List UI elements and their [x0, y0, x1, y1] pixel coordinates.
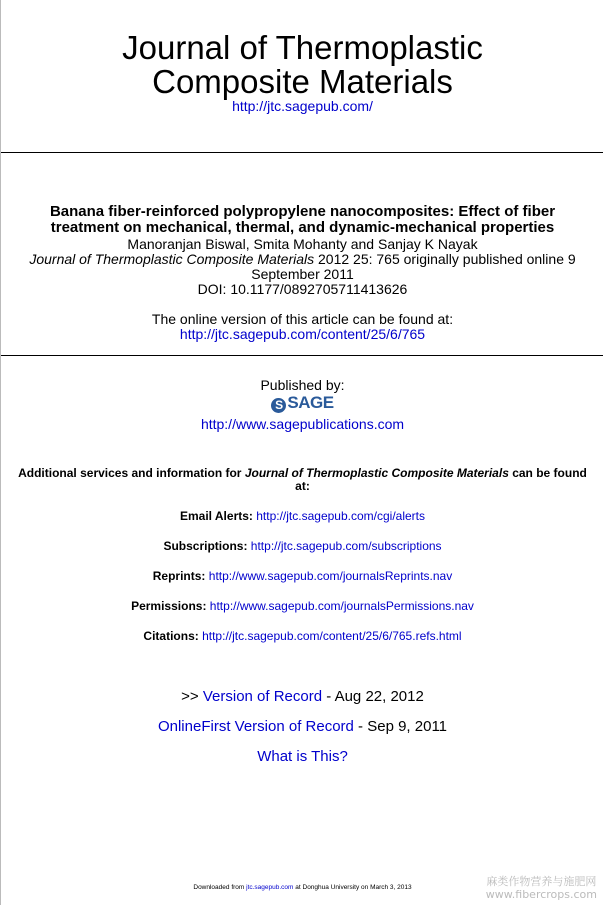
published-by-label: Published by:: [260, 377, 345, 393]
journal-title-line1: Journal of Thermoplastic: [122, 29, 483, 66]
article-title-line1: Banana fiber-reinforced polypropylene nanocomposites: Effect of fiber: [49, 203, 556, 220]
footer-link[interactable]: jtc.sagepub.com: [246, 884, 294, 891]
subscriptions-link[interactable]: http://jtc.sagepub.com/subscriptions: [250, 539, 442, 553]
doi: DOI: 10.1177/0892705711413626: [197, 281, 408, 297]
online-first-version: OnlineFirst Version of Record - Sep 9, 2011: [157, 718, 448, 735]
reprints-link[interactable]: http://www.sagepub.com/journalsReprints.nav: [208, 569, 453, 583]
journal-title-line2: Composite Materials: [152, 63, 453, 100]
permissions-link[interactable]: http://www.sagepub.com/journalsPermissions.nav: [209, 599, 474, 613]
citation-details: 2012 25: 765 originally published online 9: [314, 251, 576, 267]
citations-link[interactable]: http://jtc.sagepub.com/content/25/6/765.refs.html: [202, 629, 462, 643]
services-intro-line2: at:: [295, 479, 310, 493]
email-alerts-link[interactable]: http://jtc.sagepub.com/cgi/alerts: [256, 509, 425, 523]
divider: [1, 355, 603, 356]
online-first-link[interactable]: OnlineFirst Version of Record: [157, 718, 354, 735]
divider: [1, 152, 603, 153]
article-title-line2: treatment on mechanical, thermal, and dynamic-mechanical properties: [50, 219, 555, 236]
authors: Manoranjan Biswal, Smita Mohanty and Sanjay K Nayak: [127, 236, 478, 252]
citation-line2: September 2011: [251, 266, 354, 282]
citation-journal: Journal of Thermoplastic Composite Materials: [29, 251, 315, 267]
version-of-record-link[interactable]: Version of Record: [202, 688, 323, 705]
services-intro: Additional services and information for Journal of Thermoplastic Composite Materials can be found: [18, 466, 587, 480]
service-email-alerts: Email Alerts: http://jtc.sagepub.com/cgi/alerts: [179, 509, 425, 523]
journal-url-link[interactable]: http://jtc.sagepub.com/: [232, 98, 373, 114]
service-reprints: Reprints: http://www.sagepub.com/journalsReprints.nav: [152, 569, 453, 583]
service-citations: Citations: http://jtc.sagepub.com/content/25/6/765.refs.html: [143, 629, 462, 643]
watermark: 麻类作物营养与施肥网 www.fibercrops.com: [485, 875, 597, 901]
what-is-this-link[interactable]: What is This?: [257, 748, 348, 765]
download-footer: Downloaded from jtc.sagepub.com at Donghua University on March 3, 2013: [193, 884, 412, 891]
article-url-link[interactable]: http://jtc.sagepub.com/content/25/6/765: [179, 326, 426, 342]
service-subscriptions: Subscriptions: http://jtc.sagepub.com/subscriptions: [163, 539, 442, 553]
citation-line1: [1, 252, 603, 267]
publisher-url-link[interactable]: http://www.sagepublications.com: [200, 416, 405, 432]
service-permissions: Permissions: http://www.sagepub.com/journalsPermissions.nav: [131, 599, 474, 613]
sage-logo: S SAGE: [271, 393, 333, 412]
online-version-text: The online version of this article can be found at:: [151, 311, 454, 327]
version-of-record: >> Version of Record - Aug 22, 2012: [181, 688, 424, 705]
